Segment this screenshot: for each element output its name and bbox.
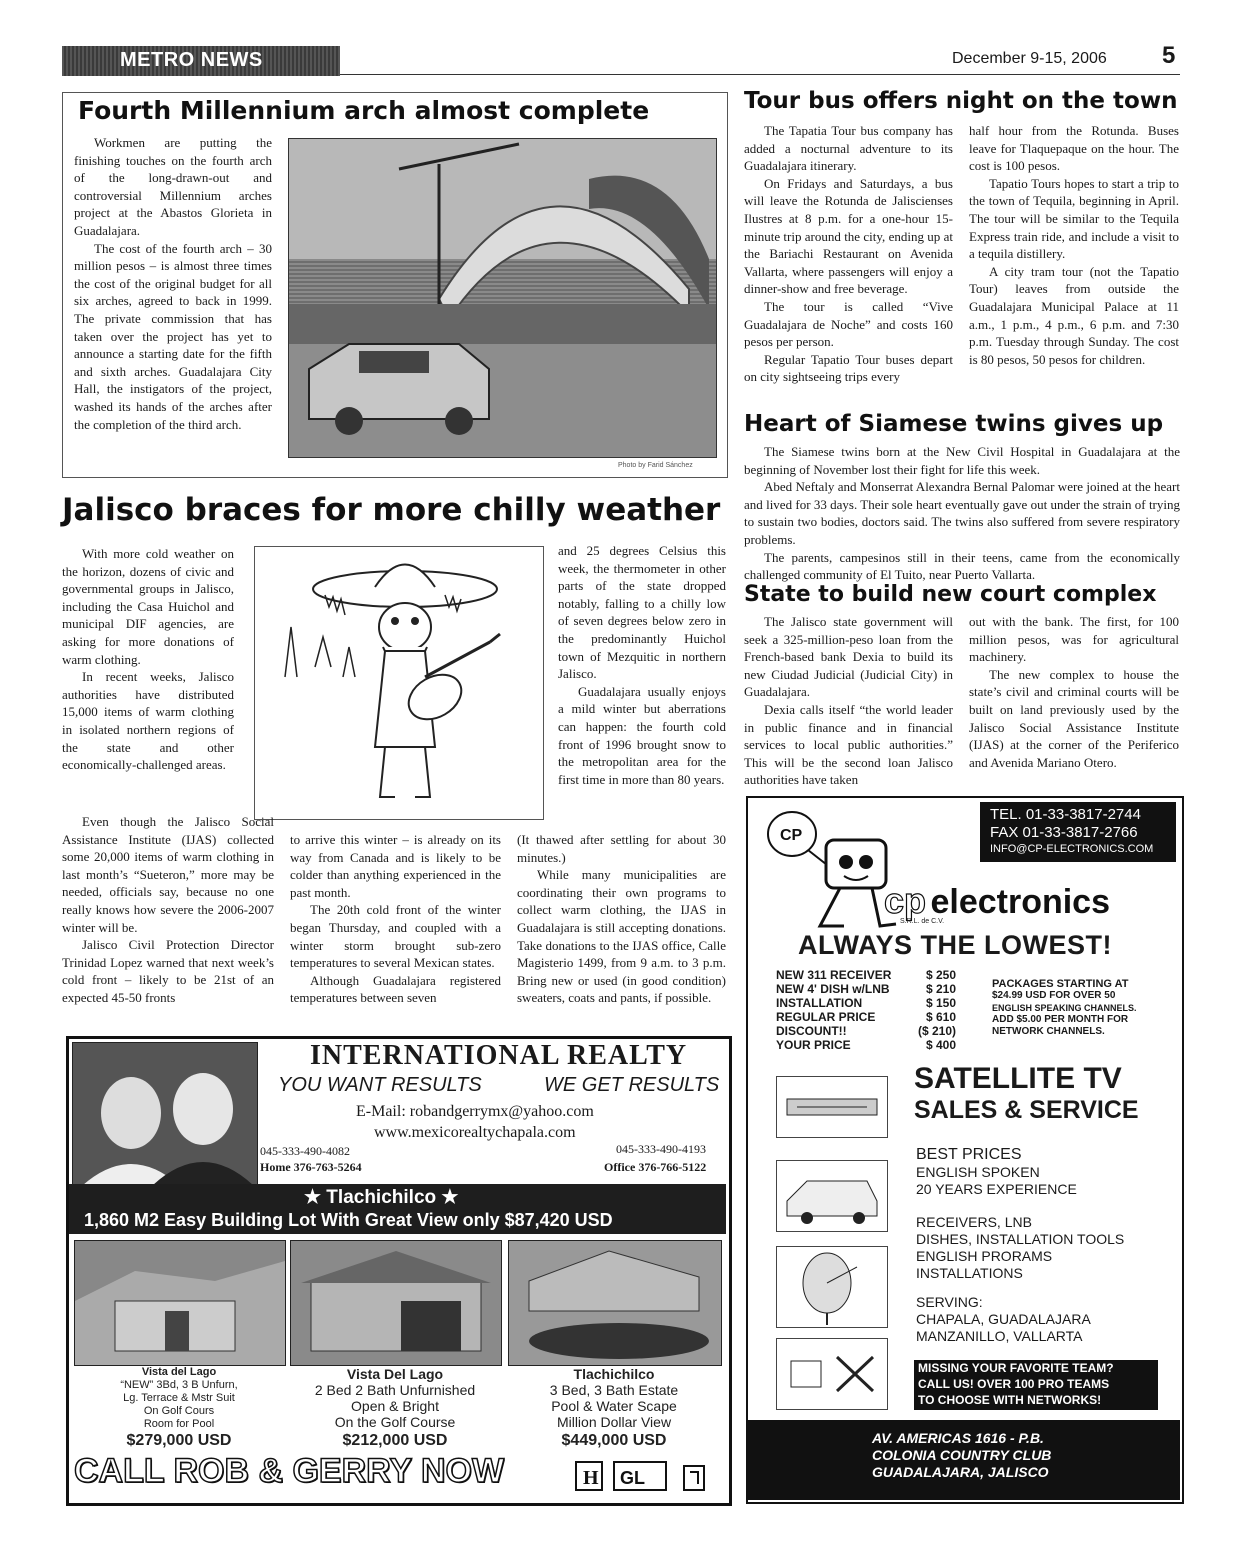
masthead-rule: [340, 74, 1180, 75]
price-value: $ 400: [925, 1038, 956, 1052]
weather-col-1-bottom: [62, 813, 274, 1007]
weather-paragraph: (It thawed after settling for about 30 minutes.): [517, 832, 726, 865]
weather-paragraph: and 25 degrees Celsius this week, the thermometer in other parts of the state dropped notably, falling to a chilly low of seven degrees below zero in the predominantly Huichol town of Mezquitic in northern Jalisco.: [558, 543, 726, 682]
listing-line: On Golf Cours: [143, 1405, 215, 1417]
realty-slogan-left: YOU WANT RESULTS: [278, 1074, 482, 1096]
cp-product-1: [776, 1076, 888, 1138]
svg-text:H: H: [583, 1467, 599, 1489]
feature-line: ENGLISH PRORAMS: [916, 1248, 1053, 1264]
address-line: COLONIA COUNTRY CLUB: [872, 1447, 1052, 1463]
price-value: $ 610: [925, 1010, 956, 1024]
cp-fax: FAX 01-33-3817-2766: [990, 824, 1138, 841]
tour-paragraph: The tour is called “Vive Guadalajara de Noche” and costs 160 pesos per person.: [744, 298, 953, 350]
installation-tools-icon: [777, 1339, 887, 1409]
svg-text:GL: GL: [620, 1468, 645, 1488]
listing-3[interactable]: [508, 1366, 720, 1452]
court-paragraph: Dexia calls itself “the world leader in public finance and in financial services to local public authorities.” This will be the second loan Jalisco authorities have taken: [744, 701, 953, 788]
cp-product-4: [776, 1338, 888, 1410]
cp-team-promo: [914, 1360, 1158, 1410]
weather-paragraph: While many municipalities are coordinating their own programs to collect warm clothing, the IJAS in Guadalajara is still accepting donations. Take donations to the IJAS office, Calle Magisterio 1499, from 9 a.m. to 3 p.m. Bring new or used (in good condition) sweaters, coats and pants, if possible.: [517, 867, 726, 1006]
cp-mascot: [760, 806, 900, 936]
court-col-1: [744, 613, 953, 789]
weather-col-1-top: [62, 545, 234, 774]
association-logos-icon: [574, 1458, 720, 1494]
listing-price: $449,000 USD: [561, 1432, 667, 1449]
listing-line: 2 Bed 2 Bath Unfurnished: [314, 1382, 476, 1398]
weather-paragraph: Although Guadalajara registered temperatures between seven: [290, 972, 501, 1006]
price-row: [776, 1024, 956, 1038]
promo-line: CALL US! OVER 100 PRO TEAMS: [918, 1377, 1110, 1391]
house-image: [291, 1241, 501, 1365]
satellite-dish-icon: [777, 1247, 887, 1327]
arch-body: [74, 134, 272, 433]
listing-line: Pool & Water Scape: [551, 1398, 677, 1414]
realty-phone-left: 045-333-490-4082: [260, 1144, 350, 1158]
realty-website[interactable]: www.mexicorealtychapala.com: [374, 1124, 576, 1141]
page-number: 5: [1162, 42, 1176, 69]
listing-2[interactable]: [290, 1366, 500, 1452]
van-icon: [777, 1161, 887, 1231]
arch-paragraph: The cost of the fourth arch – 30 million pesos – is almost three times the cost of the original budget for all six arches, agreed to back in 1999. The private commission that has taken over the project has yet to announce a starting date for the fifth and sixth arches. Guadalajara City Hall, the instigators of the project, washed its hands of the arches after the completion of the third arch.: [74, 240, 272, 432]
package-line: ENGLISH SPEAKING CHANNELS.: [992, 1003, 1137, 1013]
listing-line: 3 Bed, 3 Bath Estate: [549, 1382, 679, 1398]
twins-paragraph: Abed Neftaly and Monserrat Alexandra Bernal Palomar were joined at the heart and lived for 33 days. Their sole heart eventually gave out under the strain of trying to sustain two bodies, doctors said. The twins also suffered from severe respiratory problems.: [744, 479, 1180, 547]
agents-image: [73, 1043, 257, 1185]
cp-brand-name: electronics: [930, 883, 1110, 921]
promo-line: TO CHOOSE WITH NETWORKS!: [918, 1393, 1102, 1407]
feature-line: ENGLISH SPOKEN: [916, 1164, 1040, 1180]
weather-paragraph: to arrive this winter – is already on its way from Canada and is likely to be colder than anything experienced in the past month.: [290, 832, 501, 900]
listing-price: $279,000 USD: [126, 1432, 232, 1449]
listing-line: Vista del Lago: [141, 1366, 217, 1378]
cp-product-3: [776, 1246, 888, 1328]
court-paragraph: out with the bank. The first, for 100 million pesos, was for agricultural machinery.: [969, 614, 1179, 665]
realty-office-phone: Office 376-766-5122: [604, 1160, 707, 1174]
serving-line: SERVING:: [916, 1294, 983, 1310]
cp-features-1: [916, 1146, 1077, 1198]
agents-photo: [72, 1042, 258, 1186]
tv-mascot-icon: [760, 806, 900, 936]
twins-body: [744, 443, 1180, 584]
listing-line: Tlachichilco: [573, 1366, 655, 1382]
realty-email[interactable]: E-Mail: robandgerrymx@yahoo.com: [356, 1103, 594, 1120]
arch-paragraph: Workmen are putting the finishing touches on the fourth arch of the long-drawn-out and controversial Millennium arches project at the Abastos Glorieta in Guadalajara.: [74, 135, 272, 238]
feature-line: INSTALLATIONS: [916, 1265, 1023, 1281]
serving-line: CHAPALA, GUADALAJARA: [916, 1311, 1091, 1327]
realty-logos: [574, 1458, 720, 1494]
svg-text:CP: CP: [780, 827, 803, 844]
court-paragraph: The Jalisco state government will seek a 325-million-peso loan from the French-based bank Dexia to build its new Ciudad Judicial (Judicial City) in Guadalajara.: [744, 614, 953, 700]
price-item: NEW 311 RECEIVER: [776, 968, 892, 982]
tour-headline: Tour bus offers night on the town: [744, 88, 1178, 114]
weather-paragraph: Jalisco Civil Protection Director Trinidad Lopez warned that next week’s cold front – likely to be 21st of an expected 45-50 fronts: [62, 937, 274, 1005]
arch-construction-image: [289, 139, 716, 457]
listing-line: On the Golf Course: [334, 1414, 456, 1430]
cp-packages: [992, 978, 1172, 1038]
twins-paragraph: The parents, campesinos still in their teens, came from the economically challenged community of El Tuito, near Puerto Vallarta.: [744, 549, 1180, 583]
tour-paragraph: A city tram tour (not the Tapatio Tour) leaves from outside the Guadalajara Municipal Palace at 11 a.m., 1 p.m., 4 p.m., 6 p.m. and 7:30 p.m. Tuesday through Sunday. The cost is 80 pesos, 50 pesos for children.: [969, 263, 1179, 367]
offer-banner-text: 1,860 M2 Easy Building Lot With Great View only $87,420 USD: [84, 1210, 613, 1230]
tour-paragraph: half hour from the Rotunda. Buses leave for Tlaquepaque on the hour. The cost is 100 pesos.: [969, 123, 1179, 174]
feature-line: BEST PRICES: [916, 1146, 1022, 1163]
cp-address-bar: [748, 1420, 1180, 1500]
price-item: DISCOUNT!!: [776, 1024, 847, 1038]
price-item: INSTALLATION: [776, 996, 863, 1010]
feature-line: RECEIVERS, LNB: [916, 1214, 1032, 1230]
price-item: REGULAR PRICE: [776, 1010, 876, 1024]
cp-brand-sub: S.R.L. de C.V.: [900, 918, 945, 925]
listing-line: Lg. Terrace & Mstr Suit: [123, 1392, 235, 1404]
listing-line: Vista Del Lago: [346, 1366, 444, 1382]
price-row: [776, 982, 956, 996]
price-row: [776, 1038, 956, 1052]
price-value: ($ 210): [917, 1024, 956, 1038]
cold-mariachi-cartoon: [255, 547, 543, 819]
price-row: [776, 968, 956, 982]
address-line: AV. AMERICAS 1616 - P.B.: [872, 1430, 1044, 1446]
call-to-action: CALL ROB & GERRY NOW: [74, 1452, 505, 1490]
cp-product-2: [776, 1160, 888, 1232]
weather-paragraph: In recent weeks, Jalisco authorities have distributed 15,000 items of warm clothing in isolated northern regions of the state and other economically-challenged areas.: [62, 669, 234, 773]
section-title: METRO NEWS: [120, 49, 263, 71]
twins-headline: Heart of Siamese twins gives up: [744, 411, 1164, 437]
receiver-icon: [777, 1077, 887, 1137]
cp-brand: [884, 880, 1110, 922]
feature-line: DISHES, INSTALLATION TOOLS: [916, 1231, 1125, 1247]
weather-paragraph: Guadalajara usually enjoys a mild winter but aberrations can happen: the fourth cold front of 1996 brought snow to the metropolitan area for the first time in more than 80 years.: [558, 683, 726, 787]
weather-paragraph: With more cold weather on the horizon, dozens of civic and governmental groups in Jalisco, including the Casa Huichol and municipal DIF agencies, are asking for more donations of warm clothing.: [62, 546, 234, 667]
realty-title: INTERNATIONAL REALTY: [310, 1040, 688, 1071]
cp-tel: TEL. 01-33-3817-2744: [990, 806, 1141, 823]
issue-date: December 9-15, 2006: [952, 50, 1107, 67]
realty-phone-right: 045-333-490-4193: [616, 1142, 706, 1156]
weather-paragraph: Even though the Jalisco Social Assistance Institute (IJAS) collected some 20,000 items of warm clothing in last month’s “Sueteron,” more may be needed, officials say, because no one really knows how severe the 2006-2007 winter will be.: [62, 814, 274, 935]
cp-serving: [916, 1294, 1091, 1345]
photo-credit: Photo by Farid Sánchez: [618, 462, 693, 469]
house-image: [509, 1241, 721, 1365]
cp-satellite-subtitle: SALES & SERVICE: [914, 1096, 1139, 1124]
weather-col-3-bottom: [517, 831, 726, 1007]
tour-paragraph: Tapatio Tours hopes to start a trip to the town of Tequila, beginning in April. The tour will be similar to the Tequila Express train ride, and include a visit to a tequila distillery.: [969, 175, 1179, 262]
tour-paragraph: On Fridays and Saturdays, a bus will leave the Rotunda de Jaliscienses Ilustres at 8 p.m. for a one-hour 15-minute trip around the city, ending up at the Bariachi Restaurant on Avenida Vallarta, where passengers will enjoy a dinner-show and free beverage.: [744, 175, 953, 297]
feature-line: 20 YEARS EXPERIENCE: [916, 1181, 1077, 1197]
cp-price-table: [776, 968, 956, 1052]
listing-line: Million Dollar View: [556, 1414, 672, 1430]
cp-satellite-title: SATELLITE TV: [914, 1062, 1122, 1095]
twins-paragraph: The Siamese twins born at the New Civil Hospital in Guadalajara at the beginning of November lost their fight for life this week.: [744, 444, 1180, 477]
tour-paragraph: The Tapatia Tour bus company has added a nocturnal adventure to its Guadalajara itinerary.: [744, 123, 953, 174]
cp-brand-cp: cp: [884, 880, 927, 921]
weather-col-3-top: [558, 542, 726, 788]
section-banner: [62, 46, 340, 76]
weather-col-2: [290, 831, 501, 1007]
serving-line: MANZANILLO, VALLARTA: [916, 1328, 1083, 1344]
price-value: $ 150: [925, 996, 956, 1010]
tour-paragraph: Regular Tapatio Tour buses depart on city sightseeing trips every: [744, 351, 953, 385]
realty-slogan-right: WE GET RESULTS: [544, 1074, 720, 1096]
house-image: [75, 1241, 285, 1365]
weather-headline: Jalisco braces for more chilly weather: [62, 492, 721, 528]
offer-banner-title: ★ Tlachichilco ★: [304, 1187, 459, 1208]
arch-headline: Fourth Millennium arch almost complete: [78, 96, 650, 125]
cp-tagline: ALWAYS THE LOWEST!: [798, 930, 1113, 960]
cp-features-2: [916, 1214, 1124, 1282]
listing-line: “NEW” 3Bd, 3 B Unfurn,: [120, 1379, 238, 1391]
listing-price: $212,000 USD: [342, 1432, 448, 1449]
listing-photo-2: [290, 1240, 502, 1366]
address-line: GUADALAJARA, JALISCO: [872, 1464, 1049, 1480]
listing-photo-1: [74, 1240, 286, 1366]
cartoon-frame: [254, 546, 544, 820]
realty-home-phone: Home 376-763-5264: [260, 1160, 362, 1174]
cp-email[interactable]: INFO@CP-ELECTRONICS.COM: [990, 843, 1154, 855]
price-item: NEW 4' DISH w/LNB: [776, 982, 890, 996]
listing-line: Room for Pool: [143, 1418, 215, 1430]
package-line: NETWORK CHANNELS.: [992, 1026, 1105, 1037]
listing-1[interactable]: [74, 1366, 284, 1451]
listing-line: Open & Bright: [351, 1398, 439, 1414]
price-value: $ 210: [925, 982, 956, 996]
price-item: YOUR PRICE: [776, 1038, 851, 1052]
court-paragraph: The new complex to house the state’s civil and criminal courts will be built on land previously used by the Jalisco Social Assistance Institute (IJAS) at the corner of the Periferico and Avenida Mariano Otero.: [969, 666, 1179, 770]
listing-photo-3: [508, 1240, 722, 1366]
package-line: ADD $5.00 PER MONTH FOR: [992, 1014, 1129, 1025]
arch-photo: [288, 138, 717, 458]
tour-col-2: [969, 122, 1179, 368]
price-value: $ 250: [925, 968, 956, 982]
promo-line: MISSING YOUR FAVORITE TEAM?: [918, 1361, 1114, 1375]
price-row: [776, 1010, 956, 1024]
weather-paragraph: The 20th cold front of the winter began Thursday, and coupled with a winter storm brought sub-zero temperatures to several Mexican states.: [290, 902, 501, 971]
price-row: [776, 996, 956, 1010]
court-col-2: [969, 613, 1179, 771]
court-headline: State to build new court complex: [744, 582, 1157, 607]
tour-col-1: [744, 122, 953, 386]
package-line: PACKAGES STARTING AT: [992, 978, 1129, 990]
package-line: $24.99 USD FOR OVER 50: [992, 990, 1116, 1001]
